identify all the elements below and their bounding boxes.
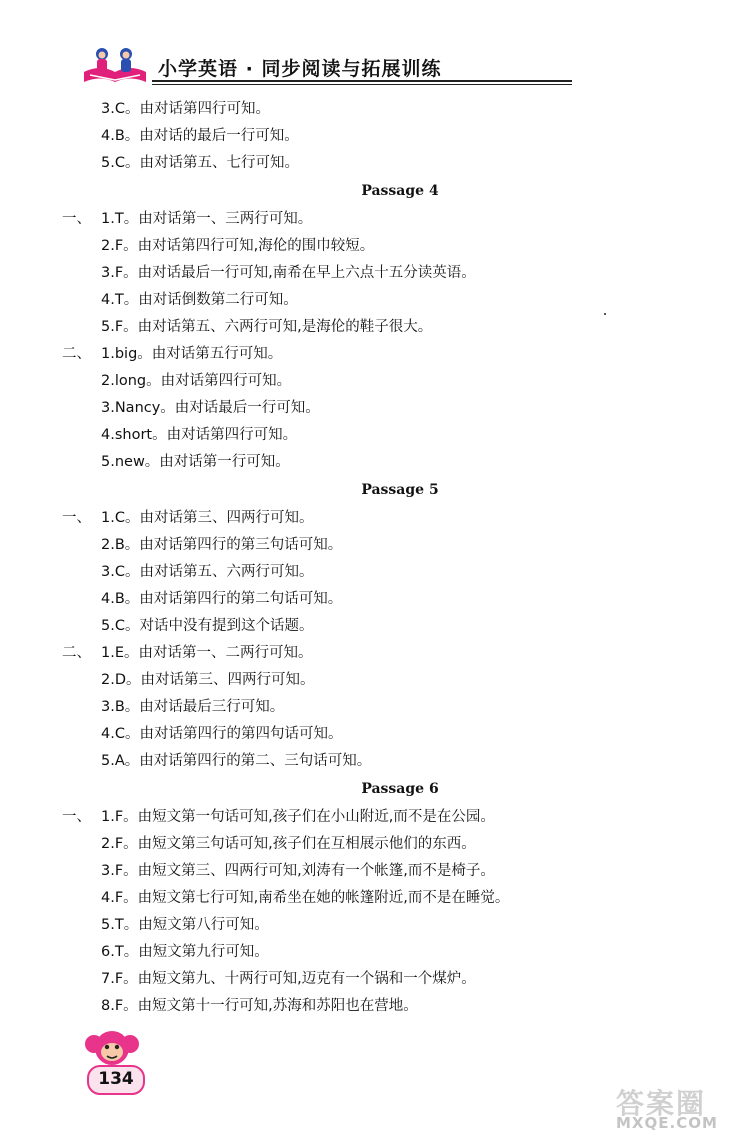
- answer-text: 5.F。由对话第五、六两行可知,是海伦的鞋子很大。: [101, 319, 433, 335]
- watermark-main: 答案圈: [616, 1087, 707, 1120]
- answer-line: [0, 804, 750, 831]
- passage-heading: Passage 4: [361, 183, 439, 199]
- section-number: 一、: [62, 809, 91, 825]
- answer-text: 5.T。由短文第八行可知。: [101, 917, 269, 933]
- answer-text: 2.B。由对话第四行的第三句话可知。: [101, 537, 343, 553]
- answer-text: 4.B。由对话的最后一行可知。: [101, 128, 299, 144]
- answer-text: 3.C。由对话第五、六两行可知。: [101, 564, 314, 580]
- answer-line: [0, 233, 750, 260]
- answer-text: 3.C。由对话第四行可知。: [101, 101, 270, 117]
- answer-text: 5.new。由对话第一行可知。: [101, 454, 290, 470]
- answer-line: [0, 667, 750, 694]
- answer-line: [0, 939, 750, 966]
- answer-line: [0, 449, 750, 476]
- answer-line: [0, 748, 750, 775]
- header-divider-thin: [152, 84, 572, 85]
- answer-line: [0, 885, 750, 912]
- passage-heading: Passage 6: [361, 781, 439, 797]
- answer-text: 4.B。由对话第四行的第二句话可知。: [101, 591, 343, 607]
- answer-line: [0, 368, 750, 395]
- page-header: [80, 40, 500, 88]
- answer-text: 1.big。由对话第五行可知。: [101, 346, 283, 362]
- answer-line: [0, 721, 750, 748]
- answer-line: [0, 831, 750, 858]
- section-number: 一、: [62, 510, 91, 526]
- answer-line: [0, 586, 750, 613]
- watermark: [600, 1082, 740, 1132]
- kids-reading-logo-icon: [80, 42, 150, 86]
- answer-line: [0, 640, 750, 667]
- section-number: 二、: [62, 645, 91, 661]
- page-number: 134: [98, 1069, 134, 1089]
- answer-text: 4.T。由对话倒数第二行可知。: [101, 292, 298, 308]
- answer-text: 5.A。由对话第四行的第二、三句话可知。: [101, 753, 372, 769]
- answer-line: [0, 422, 750, 449]
- answer-line: [0, 912, 750, 939]
- answer-line: [0, 96, 750, 123]
- answer-text: 3.B。由对话最后三行可知。: [101, 699, 285, 715]
- passage-heading: Passage 5: [361, 482, 439, 498]
- answer-text: 7.F。由短文第九、十两行可知,迈克有一个锅和一个煤炉。: [101, 971, 476, 987]
- answer-text: 8.F。由短文第十一行可知,苏海和苏阳也在营地。: [101, 998, 418, 1014]
- answer-text: 2.F。由对话第四行可知,海伦的围巾较短。: [101, 238, 375, 254]
- answer-text: 3.F。由短文第三、四两行可知,刘涛有一个帐篷,而不是椅子。: [101, 863, 495, 879]
- answer-text: 4.C。由对话第四行的第四句话可知。: [101, 726, 343, 742]
- answer-text: 3.F。由对话最后一行可知,南希在早上六点十五分读英语。: [101, 265, 476, 281]
- answer-line: [0, 150, 750, 177]
- answer-line: [0, 694, 750, 721]
- answer-line: [0, 993, 750, 1020]
- print-speck: [604, 313, 606, 315]
- answer-line: [0, 858, 750, 885]
- answer-line: [0, 395, 750, 422]
- answer-line: [0, 123, 750, 150]
- answer-line: [0, 287, 750, 314]
- answer-line: [0, 314, 750, 341]
- answer-text: 5.C。由对话第五、七行可知。: [101, 155, 299, 171]
- answer-text: 1.F。由短文第一句话可知,孩子们在小山附近,而不是在公园。: [101, 809, 495, 825]
- book-title: 小学英语 · 同步阅读与拓展训练: [158, 58, 442, 80]
- answer-line: [0, 206, 750, 233]
- answer-text: 1.C。由对话第三、四两行可知。: [101, 510, 314, 526]
- header-divider: [152, 80, 572, 82]
- section-number: 二、: [62, 346, 91, 362]
- answer-line: [0, 505, 750, 532]
- answer-line: [0, 532, 750, 559]
- answer-line: [0, 341, 750, 368]
- answer-text: 1.T。由对话第一、三两行可知。: [101, 211, 313, 227]
- answer-line: [0, 613, 750, 640]
- answer-text: 2.long。由对话第四行可知。: [101, 373, 292, 389]
- section-number: 一、: [62, 211, 91, 227]
- answer-text: 5.C。对话中没有提到这个话题。: [101, 618, 314, 634]
- answer-text: 1.E。由对话第一、二两行可知。: [101, 645, 313, 661]
- answer-line: [0, 260, 750, 287]
- answer-text: 4.short。由对话第四行可知。: [101, 427, 298, 443]
- answer-key-body: [0, 96, 750, 1020]
- watermark-url: MXQE.COM: [616, 1114, 718, 1132]
- answer-text: 2.F。由短文第三句话可知,孩子们在互相展示他们的东西。: [101, 836, 476, 852]
- answer-text: 2.D。由对话第三、四两行可知。: [101, 672, 315, 688]
- answer-text: 6.T。由短文第九行可知。: [101, 944, 269, 960]
- answer-text: 4.F。由短文第七行可知,南希坐在她的帐篷附近,而不是在睡觉。: [101, 890, 510, 906]
- answer-text: 3.Nancy。由对话最后一行可知。: [101, 400, 320, 416]
- answer-line: [0, 966, 750, 993]
- answer-line: [0, 559, 750, 586]
